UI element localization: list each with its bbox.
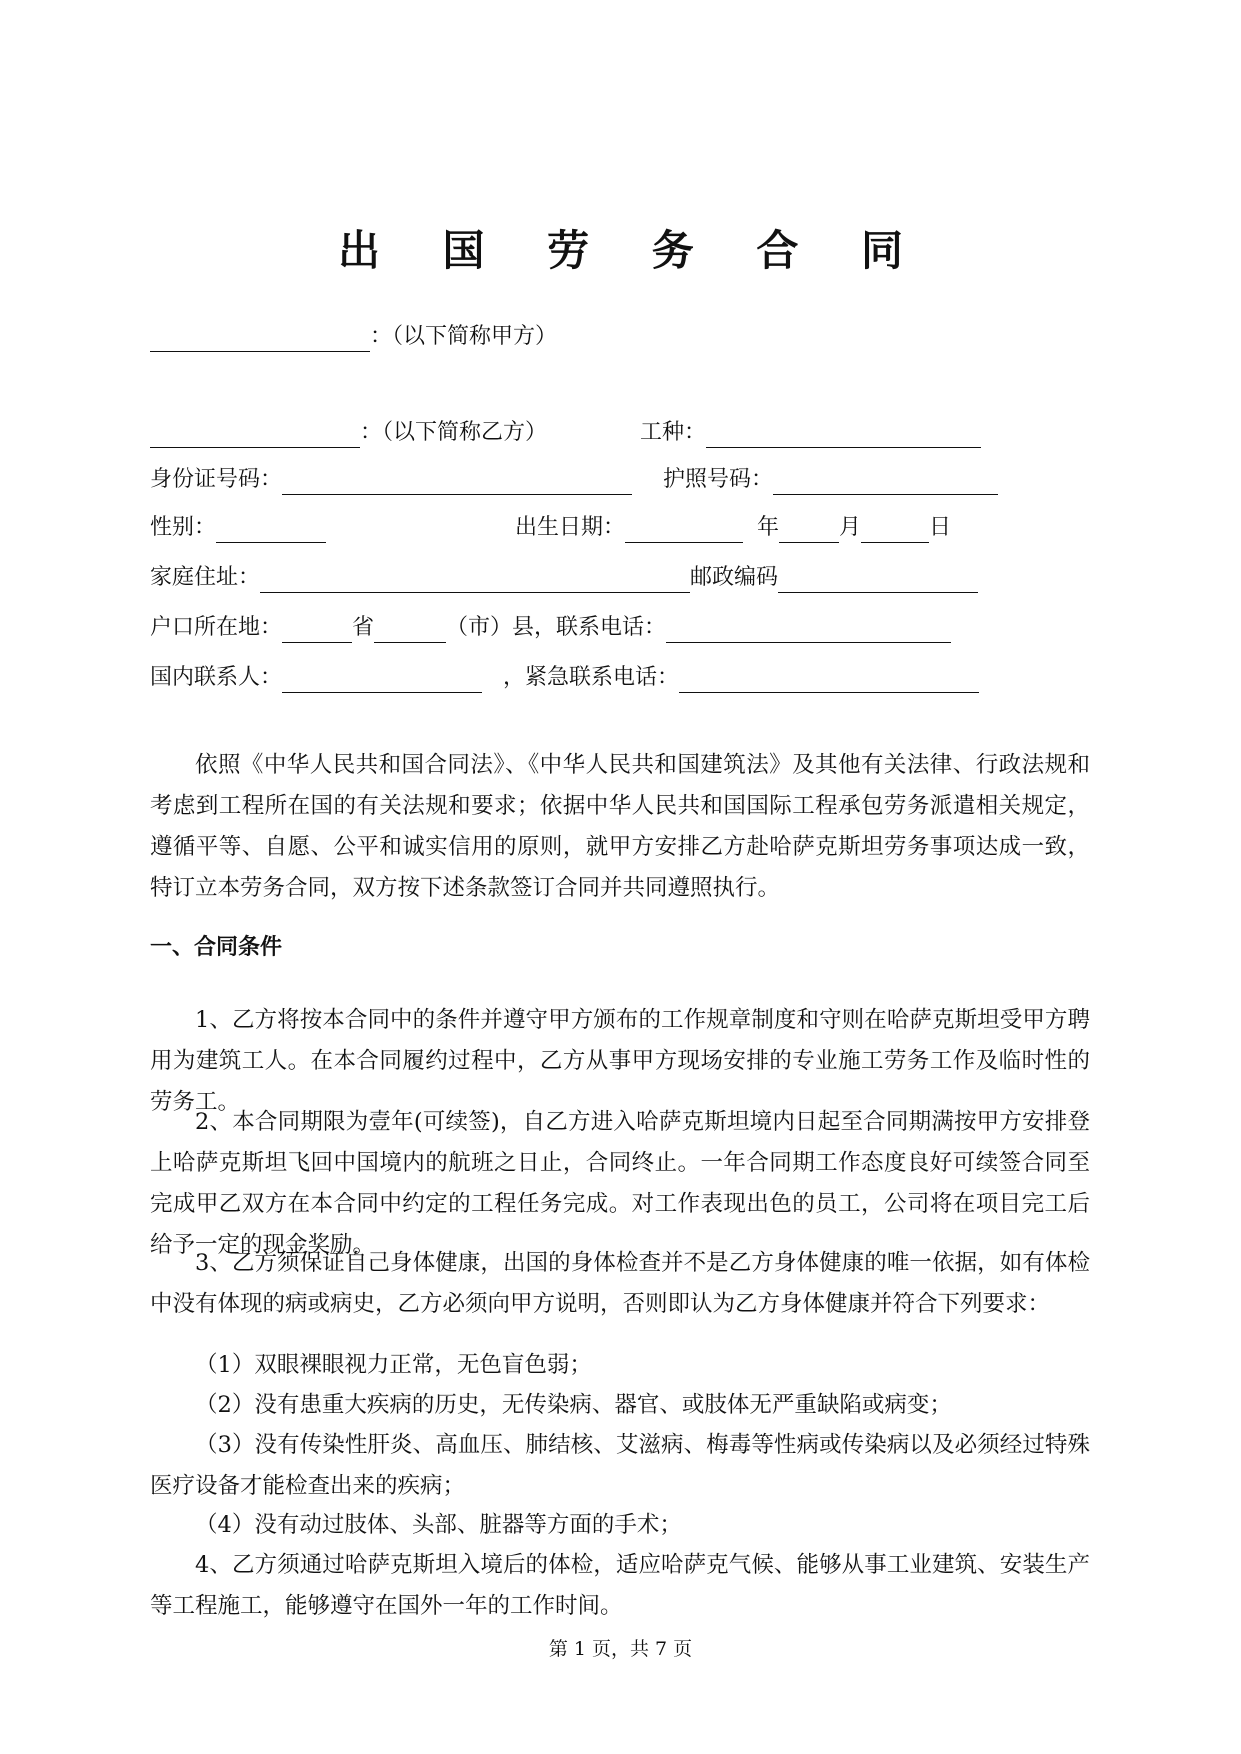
- gender-blank[interactable]: [216, 518, 326, 543]
- clause-3: 3、乙方须保证自己身体健康，出国的身体检查并不是乙方身体健康的唯一依据，如有体检中没有体现的病或病史，乙方必须向甲方说明，否则即认为乙方身体健康并符合下列要求：: [150, 1250, 1090, 1317]
- passport-label: 护照号码：: [663, 467, 774, 492]
- job-type-label: 工种：: [640, 420, 707, 445]
- address-line: [150, 563, 978, 593]
- hukou-label: 户口所在地：: [150, 615, 283, 640]
- county-blank[interactable]: [374, 618, 446, 643]
- dob-year-blank[interactable]: [625, 518, 743, 543]
- id-line: [150, 465, 632, 495]
- day-label: 日: [929, 515, 952, 540]
- clause-3-item-1: （1）双眼裸眼视力正常，无色盲色弱；: [195, 1352, 592, 1378]
- gender-line: [150, 513, 326, 543]
- party-b-line: [150, 418, 547, 448]
- address-blank[interactable]: [260, 568, 690, 593]
- county-label: （市）县，联系电话：: [446, 615, 667, 640]
- contact-label: 国内联系人：: [150, 665, 283, 690]
- province-label: 省: [352, 615, 375, 640]
- emergency-phone-blank[interactable]: [679, 668, 979, 693]
- passport-blank[interactable]: [773, 470, 998, 495]
- hukou-line: [150, 613, 951, 643]
- job-type-blank[interactable]: [706, 423, 981, 448]
- intro-paragraph: 依照《中华人民共和国合同法》、《中华人民共和国建筑法》及其他有关法律、行政法规和考虑到工程所在国的有关法规和要求；依据中华人民共和国国际工程承包劳务派遣相关规定，遵循平等、自愿、公平和诚实信用的原则，就甲方安排乙方赴哈萨克斯坦劳务事项达成一致，特订立本劳务合同，双方按下述条款签订合同并共同遵照执行。: [150, 752, 1090, 901]
- dob-label: 出生日期：: [515, 515, 626, 540]
- province-blank[interactable]: [282, 618, 352, 643]
- job-type-line: [640, 418, 981, 448]
- clause-2: 2、本合同期限为壹年(可续签)，自乙方进入哈萨克斯坦境内日起至合同期满按甲方安排登上哈萨克斯坦飞回中国境内的航班之日止，合同终止。一年合同期工作态度良好可续签合同至完成甲乙双方在本合同中约定的工程任务完成。对工作表现出色的员工，公司将在项目完工后给予一定的现金奖励。: [150, 1109, 1090, 1258]
- document-title: 出 国 劳 务 合 同: [337, 226, 928, 275]
- contact-line: [150, 663, 979, 693]
- passport-line: [663, 465, 998, 495]
- dob-day-blank[interactable]: [861, 518, 929, 543]
- postcode-blank[interactable]: [778, 568, 978, 593]
- dob-line: [515, 513, 951, 543]
- dob-month-blank[interactable]: [779, 518, 839, 543]
- party-a-suffix: ：（以下简称甲方）: [370, 324, 558, 349]
- clause-4: 4、乙方须通过哈萨克斯坦入境后的体检，适应哈萨克气候、能够从事工业建筑、安装生产等工程施工，能够遵守在国外一年的工作时间。: [150, 1552, 1090, 1619]
- address-label: 家庭住址：: [150, 565, 261, 590]
- clause-1: 1、乙方将按本合同中的条件并遵守甲方颁布的工作规章制度和守则在哈萨克斯坦受甲方聘用为建筑工人。在本合同履约过程中，乙方从事甲方现场安排的专业施工劳务工作及临时性的劳务工。: [150, 1007, 1090, 1115]
- month-label: 月: [839, 515, 862, 540]
- postcode-label: 邮政编码: [690, 565, 779, 590]
- id-number-blank[interactable]: [282, 470, 632, 495]
- contact-blank[interactable]: [282, 668, 482, 693]
- phone-blank[interactable]: [666, 618, 951, 643]
- clause-3-item-3: （3）没有传染性肝炎、高血压、肺结核、艾滋病、梅毒等性病或传染病以及必须经过特殊医疗设备才能检查出来的疾病；: [150, 1432, 1090, 1499]
- party-a-line: [150, 322, 557, 352]
- id-label: 身份证号码：: [150, 467, 283, 492]
- section-1-heading: 一、合同条件: [150, 935, 283, 960]
- page-number-footer: 第 1 页，共 7 页: [548, 1638, 693, 1660]
- party-b-suffix: ：（以下简称乙方）: [360, 420, 548, 445]
- emergency-label: ，紧急联系电话：: [503, 665, 680, 690]
- year-label: 年: [757, 515, 780, 540]
- party-a-blank[interactable]: [150, 327, 370, 352]
- party-b-blank[interactable]: [150, 423, 360, 448]
- gender-label: 性别：: [150, 515, 217, 540]
- clause-3-item-2: （2）没有患重大疾病的历史，无传染病、器官、或肢体无严重缺陷或病变；: [195, 1392, 952, 1418]
- clause-3-item-4: （4）没有动过肢体、头部、脏器等方面的手术；: [195, 1512, 682, 1538]
